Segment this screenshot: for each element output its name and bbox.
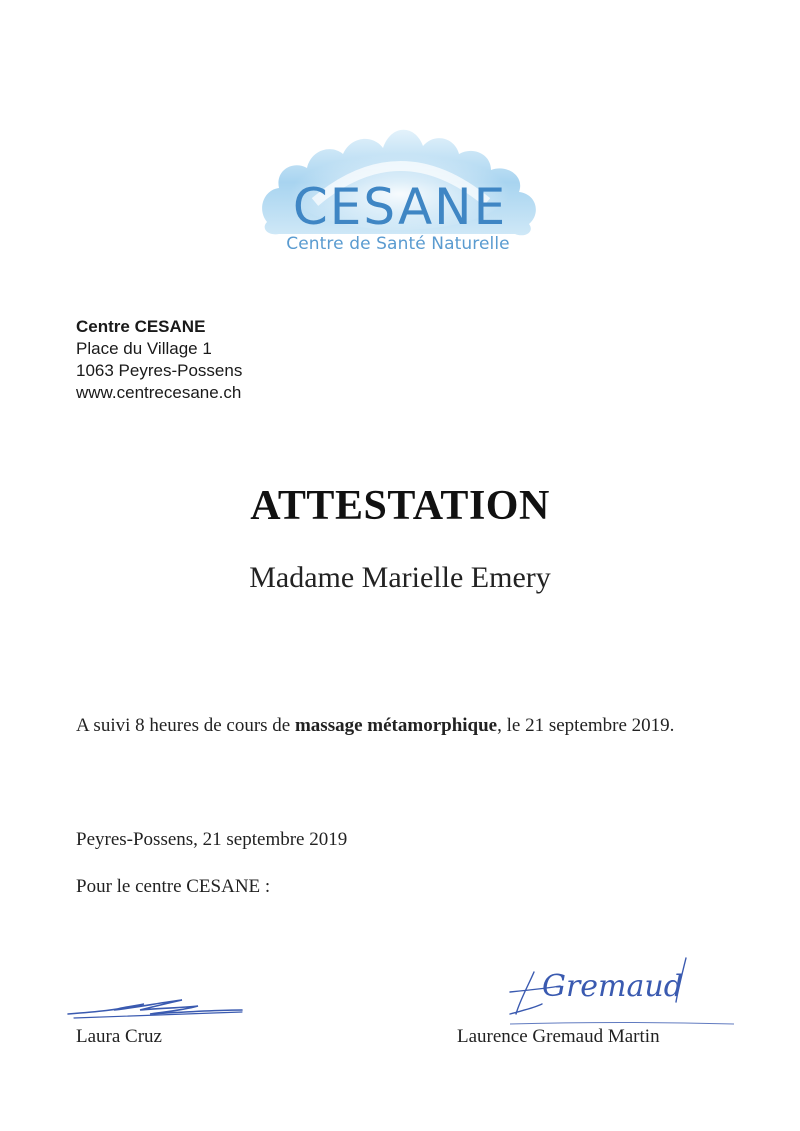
logo-wordmark: CESANE [292, 178, 508, 236]
website: www.centrecesane.ch [76, 383, 242, 402]
place-and-date: Peyres-Possens, 21 septembre 2019 [76, 829, 348, 850]
signature-laurence-gremaud-martin [490, 952, 740, 1037]
for-centre-line: Pour le centre CESANE : [76, 876, 271, 897]
recipient-name: Madame Marielle Emery [249, 561, 551, 594]
certificate-body [76, 712, 726, 739]
logo-cloud-graphic [255, 110, 545, 240]
signatory-name: Laura Cruz [76, 1026, 162, 1047]
cesane-logo [255, 110, 545, 270]
signatory-name: Laurence Gremaud Martin [457, 1026, 660, 1047]
course-name: massage métamorphique [294, 715, 498, 736]
body-date: , le 21 septembre 2019. [497, 715, 675, 736]
street: Place du Village 1 [76, 339, 212, 358]
city: 1063 Peyres-Possens [76, 361, 243, 380]
signature-handwriting: Gremaud [542, 969, 683, 1004]
sender-address [76, 316, 242, 404]
logo-tagline: Centre de Santé Naturelle [286, 234, 510, 254]
body-intro: A suivi 8 heures de cours de [76, 715, 295, 736]
organisation-name: Centre CESANE [76, 317, 206, 336]
document-title: ATTESTATION [250, 483, 550, 529]
